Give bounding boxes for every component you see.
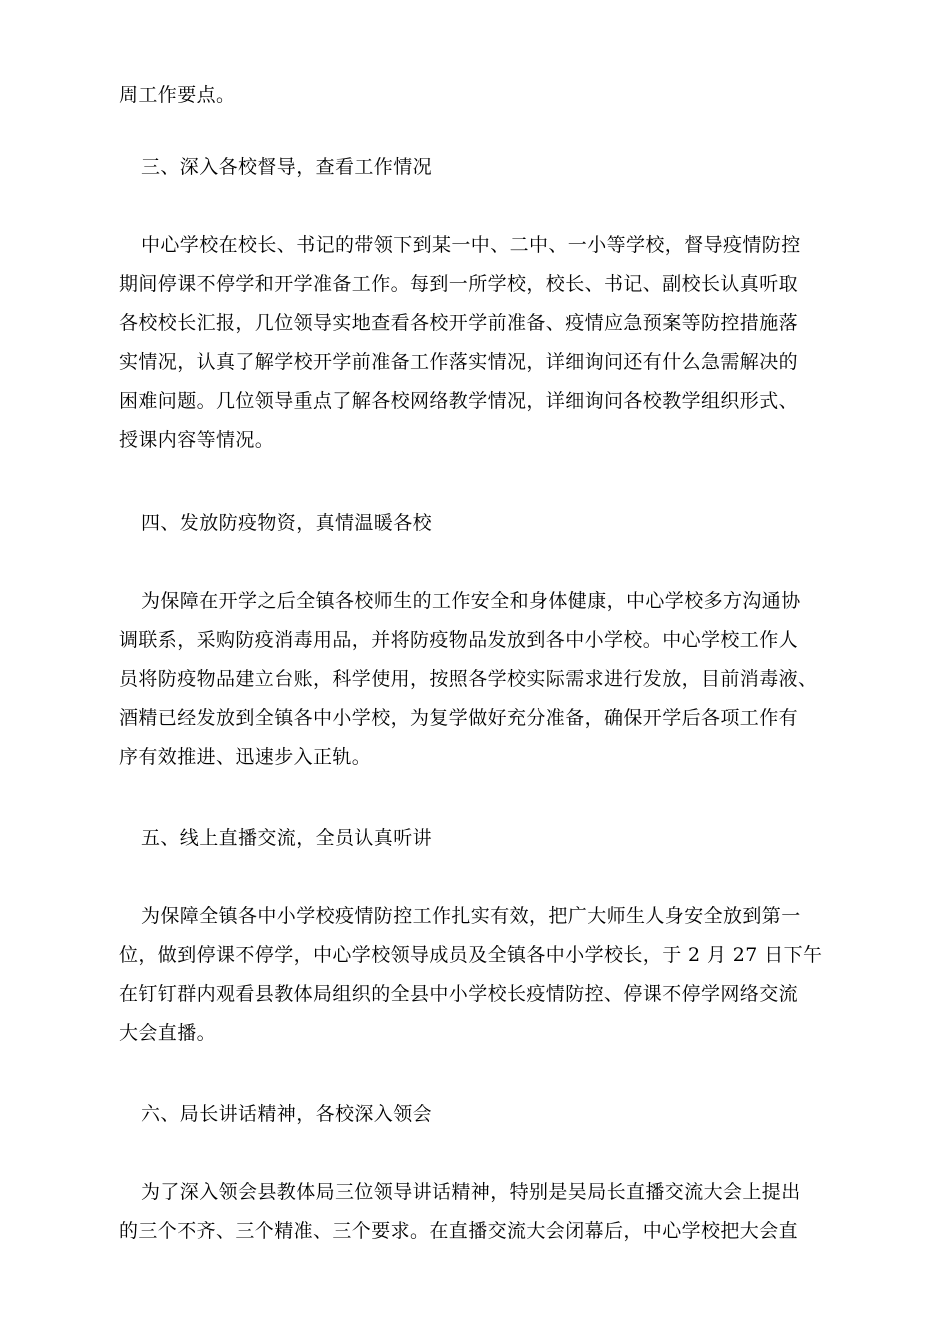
text-line: 中心学校在校长、书记的带领下到某一中、二中、一小等学校，督导疫情防控	[141, 234, 801, 256]
paragraph-section-3	[119, 226, 835, 460]
text-line: 大会直播。	[119, 1022, 217, 1044]
section-heading-3	[119, 148, 835, 187]
section-heading-6	[119, 1095, 835, 1134]
paragraph-section-5	[119, 897, 835, 1053]
heading-text: 五、线上直播交流，全员认真听讲	[141, 827, 433, 849]
paragraph-section-6	[119, 1173, 835, 1251]
text-line: 实情况，认真了解学校开学前准备工作落实情况，详细询问还有什么急需解决的	[119, 351, 799, 373]
heading-text: 三、深入各校督导，查看工作情况	[141, 156, 433, 178]
paragraph-continuation	[119, 76, 835, 115]
text-line: 各校校长汇报，几位领导实地查看各校开学前准备、疫情应急预案等防控措施落	[119, 312, 799, 334]
paragraph-section-4	[119, 582, 835, 777]
text-line: 员将防疫物品建立台账，科学使用，按照各学校实际需求进行发放，目前消毒液、	[119, 668, 818, 690]
heading-text: 四、发放防疫物资，真情温暖各校	[141, 512, 433, 534]
text-line: 周工作要点。	[119, 84, 236, 106]
text-line: 为保障全镇各中小学校疫情防控工作扎实有效，把广大师生人身安全放到第一	[141, 905, 801, 927]
text-line: 序有效推进、迅速步入正轨。	[119, 746, 372, 768]
text-line: 期间停课不停学和开学准备工作。每到一所学校，校长、书记、副校长认真听取	[119, 273, 799, 295]
text-line: 酒精已经发放到全镇各中小学校，为复学做好充分准备，确保开学后各项工作有	[119, 707, 799, 729]
text-line: 困难问题。几位领导重点了解各校网络教学情况，详细询问各校教学组织形式、	[119, 390, 799, 412]
section-heading-4	[119, 504, 835, 543]
text-line: 位，做到停课不停学，中心学校领导成员及全镇各中小学校长，于 2 月 27 日下午	[119, 944, 823, 966]
text-line: 在钉钉群内观看县教体局组织的全县中小学校长疫情防控、停课不停学网络交流	[119, 983, 799, 1005]
heading-text: 六、局长讲话精神，各校深入领会	[141, 1103, 433, 1125]
text-line: 为了深入领会县教体局三位领导讲话精神，特别是吴局长直播交流大会上提出	[141, 1181, 801, 1203]
text-line: 的三个不齐、三个精准、三个要求。在直播交流大会闭幕后，中心学校把大会直	[119, 1220, 799, 1242]
section-heading-5	[119, 819, 835, 858]
text-line: 为保障在开学之后全镇各校师生的工作安全和身体健康，中心学校多方沟通协	[141, 590, 801, 612]
text-line: 授课内容等情况。	[119, 429, 275, 451]
text-line: 调联系，采购防疫消毒用品，并将防疫物品发放到各中小学校。中心学校工作人	[119, 629, 799, 651]
